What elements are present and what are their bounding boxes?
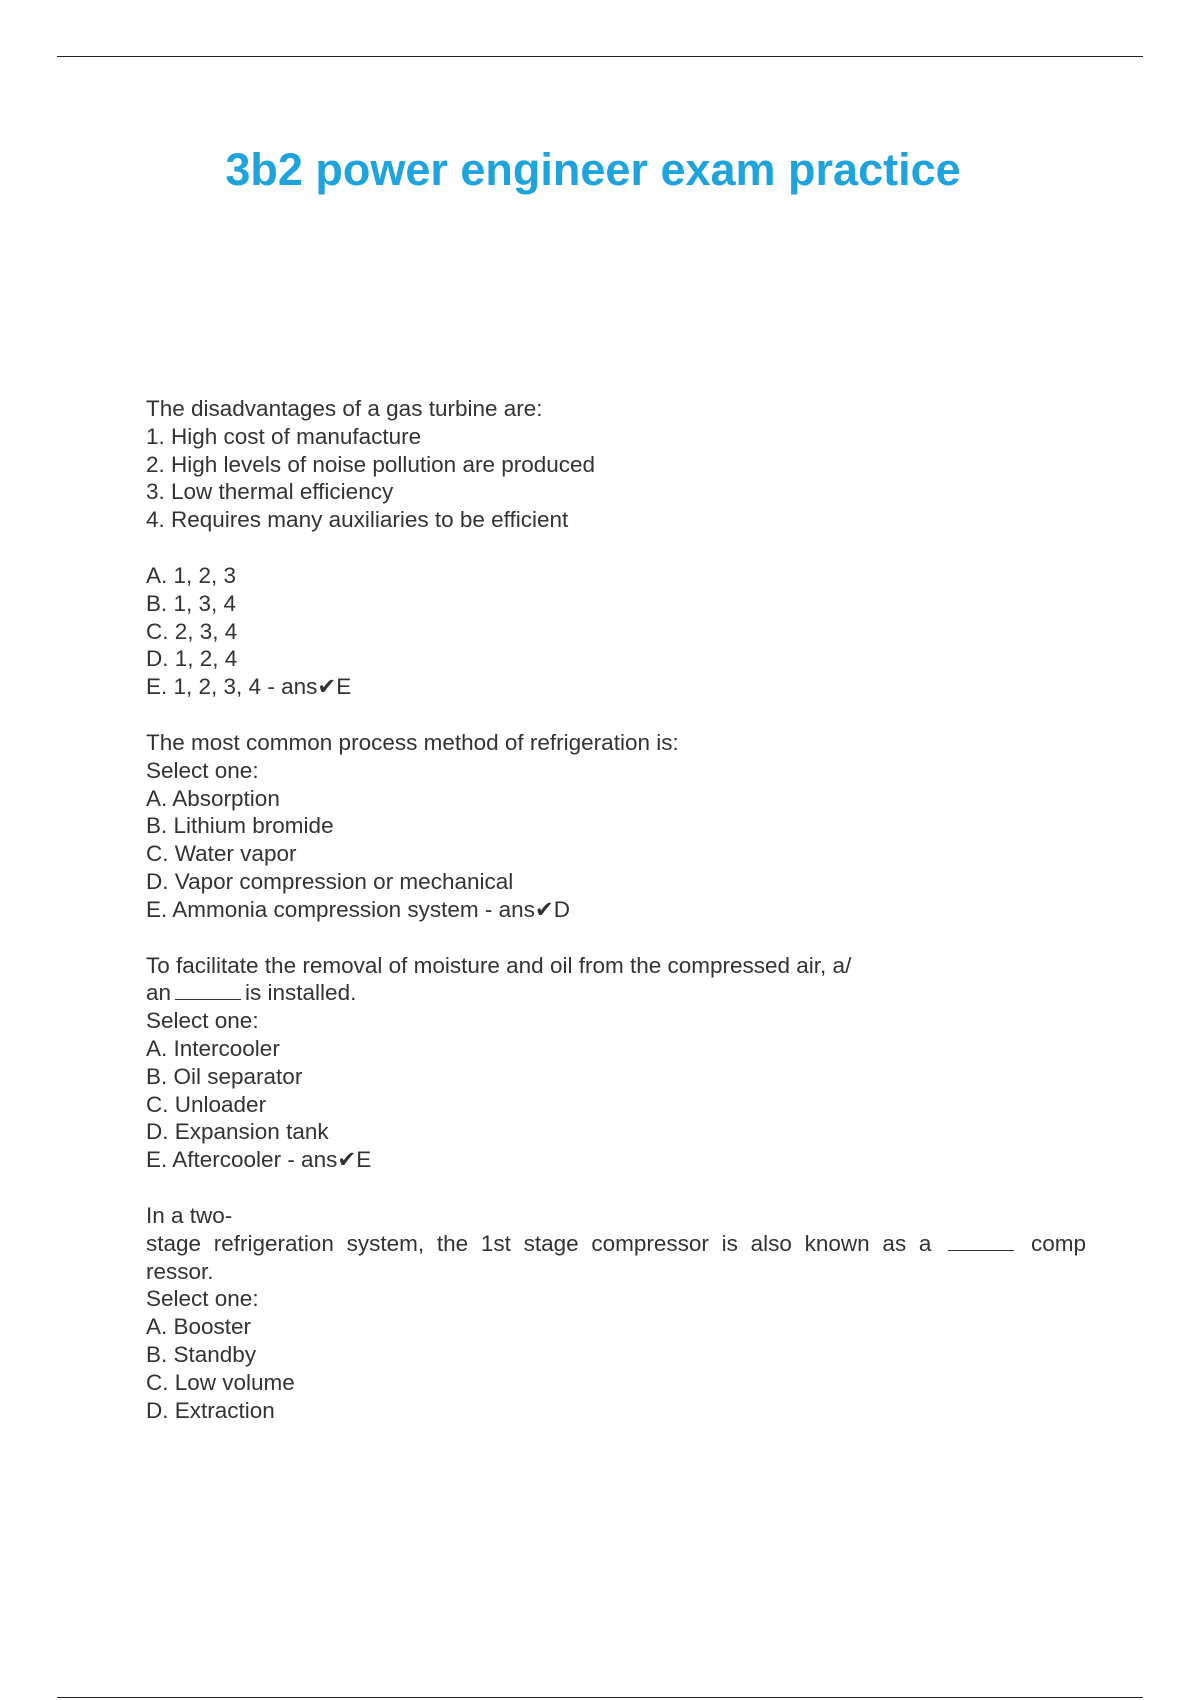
spacer xyxy=(146,534,1086,562)
question-4-option-a: A. Booster xyxy=(146,1314,252,1340)
fill-in-blank xyxy=(948,1232,1014,1251)
question-1-stem: The disadvantages of a gas turbine are: xyxy=(146,396,543,421)
question-1-option-b: B. 1, 3, 4 xyxy=(146,590,237,616)
question-2-stem: The most common process method of refrigeration is: xyxy=(146,729,679,755)
question-2-option-d: D. Vapor compression or mechanical xyxy=(146,868,514,894)
question-1-option-a: A. 1, 2, 3 xyxy=(146,562,237,588)
question-1-item-4: 4. Requires many auxiliaries to be efficient xyxy=(146,507,569,533)
bottom-rule xyxy=(57,1697,1143,1698)
page-title: 3b2 power engineer exam practice xyxy=(225,144,961,195)
question-2 xyxy=(146,729,1086,924)
question-4-select-label: Select one: xyxy=(146,1286,259,1312)
question-3-stem-continued xyxy=(146,979,1086,1007)
question-3-option-e-answer: E. Aftercooler - ans✔E xyxy=(146,1147,372,1173)
question-1 xyxy=(146,395,1086,701)
question-list xyxy=(146,395,1086,1452)
question-3-stem-after-blank: is installed. xyxy=(245,980,357,1006)
question-2-select-label: Select one: xyxy=(146,757,259,783)
question-1-item-2: 2. High levels of noise pollution are produced xyxy=(146,451,596,477)
question-3-option-a: A. Intercooler xyxy=(146,1035,280,1061)
question-1-item-3: 3. Low thermal efficiency xyxy=(146,479,394,505)
question-3-select-label: Select one: xyxy=(146,1008,259,1034)
question-4 xyxy=(146,1202,1086,1424)
question-3 xyxy=(146,952,1086,1174)
question-3-option-c: C. Unloader xyxy=(146,1091,267,1117)
question-2-option-c: C. Water vapor xyxy=(146,841,297,867)
question-1-item-1: 1. High cost of manufacture xyxy=(146,423,422,449)
question-1-option-e-answer: E. 1, 2, 3, 4 - ans✔E xyxy=(146,674,352,700)
question-4-stem-end: ressor. xyxy=(146,1258,214,1284)
question-4-stem: In a two- xyxy=(146,1202,233,1228)
question-3-option-d: D. Expansion tank xyxy=(146,1119,329,1145)
question-4-option-b: B. Standby xyxy=(146,1341,257,1367)
question-4-stem-after-blank: comp xyxy=(1030,1230,1086,1256)
question-3-stem: To facilitate the removal of moisture and oil from the compressed air, a/ xyxy=(146,952,852,978)
question-3-stem-before-blank: an xyxy=(146,980,172,1006)
question-4-stem-before-blank: stage refrigeration system, the 1st stage compressor is also known as a xyxy=(146,1230,932,1256)
question-1-option-c: C. 2, 3, 4 xyxy=(146,618,238,644)
fill-in-blank xyxy=(175,981,241,1000)
question-2-option-e-answer: E. Ammonia compression system - ans✔D xyxy=(146,896,570,922)
question-1-option-d: D. 1, 2, 4 xyxy=(146,646,238,672)
question-3-option-b: B. Oil separator xyxy=(146,1063,303,1089)
question-2-option-a: A. Absorption xyxy=(146,785,280,811)
top-rule xyxy=(57,56,1143,57)
question-2-option-b: B. Lithium bromide xyxy=(146,813,334,839)
question-4-option-c: C. Low volume xyxy=(146,1369,295,1395)
question-4-option-d: D. Extraction xyxy=(146,1397,275,1423)
question-4-stem-continued xyxy=(146,1230,1086,1258)
